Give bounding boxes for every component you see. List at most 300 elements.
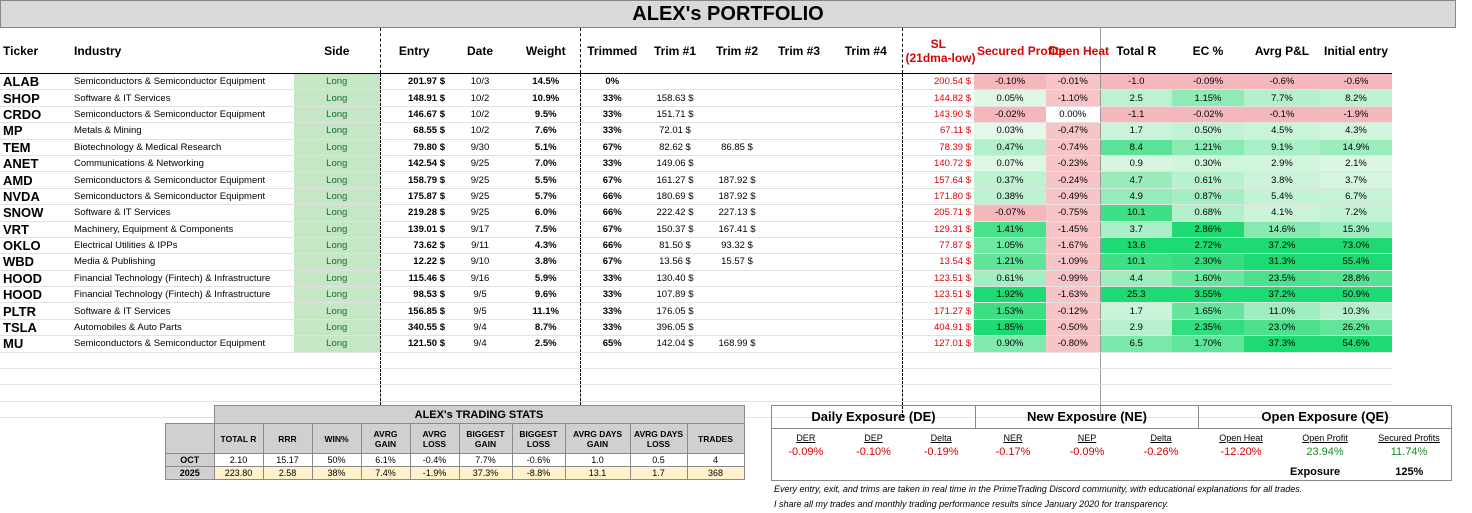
- cell-industry: Automobiles & Auto Parts: [66, 319, 294, 335]
- cell-weight: 9.5%: [512, 106, 580, 122]
- stats-cell: 7.7%: [459, 454, 512, 467]
- empty-cell: [1046, 369, 1100, 385]
- cell-side: Long: [294, 336, 380, 352]
- cell-trim2: 187.92 $: [706, 188, 768, 204]
- cell-heat: -0.75%: [1046, 205, 1100, 221]
- cell-total-r: 6.5: [1100, 336, 1172, 352]
- stats-row-label: 2025: [166, 467, 215, 480]
- cell-date: 10/2: [448, 106, 512, 122]
- cell-trim4: [830, 205, 902, 221]
- cell-trim4: [830, 139, 902, 155]
- cell-trimmed: 33%: [580, 303, 644, 319]
- empty-cell: [66, 385, 294, 401]
- table-row: [0, 106, 1472, 122]
- cell-heat: -0.49%: [1046, 188, 1100, 204]
- empty-cell: [580, 385, 644, 401]
- cell-trimmed: 67%: [580, 172, 644, 188]
- cell-initial: 14.9%: [1320, 139, 1392, 155]
- cell-initial: 15.3%: [1320, 221, 1392, 237]
- cell-initial: 50.9%: [1320, 287, 1392, 303]
- cell-date: 9/25: [448, 155, 512, 171]
- cell-avg-pl: 9.1%: [1244, 139, 1320, 155]
- cell-trim1: 158.63 $: [644, 90, 706, 106]
- exposure-value: 125%: [1395, 466, 1424, 478]
- empty-cell: [1320, 352, 1392, 368]
- stats-header: RRR: [263, 424, 312, 454]
- table-row: [0, 221, 1472, 237]
- cell-industry: Biotechnology & Medical Research: [66, 139, 294, 155]
- cell-industry: Software & IT Services: [66, 303, 294, 319]
- empty-row: [0, 352, 1472, 368]
- cell-side: Long: [294, 139, 380, 155]
- cell-secured: -0.02%: [974, 106, 1046, 122]
- exposure-value-de: -0.09%: [788, 446, 824, 458]
- note-line-1: Every entry, exit, and trims are taken in real time in the PrimeTrading Discord community, with educational explanations for all trades.: [774, 484, 1303, 494]
- empty-cell: [1172, 385, 1244, 401]
- empty-cell: [830, 385, 902, 401]
- cell-trimmed: 33%: [580, 90, 644, 106]
- cell-avg-pl: 37.2%: [1244, 287, 1320, 303]
- cell-side: Long: [294, 172, 380, 188]
- cell-trim1: 130.40 $: [644, 270, 706, 286]
- cell-trim1: 161.27 $: [644, 172, 706, 188]
- cell-sl: 67.11 $: [902, 123, 974, 139]
- col-ticker: Ticker: [0, 28, 66, 74]
- cell-ticker: CRDO: [0, 106, 66, 122]
- daily-exposure-title: Daily Exposure (DE): [772, 406, 976, 429]
- cell-weight: 11.1%: [512, 303, 580, 319]
- table-row: [0, 188, 1472, 204]
- exposure-label: Exposure: [1290, 466, 1341, 478]
- cell-side: Long: [294, 237, 380, 253]
- empty-cell: [1244, 352, 1320, 368]
- cell-secured: 1.21%: [974, 254, 1046, 270]
- cell-initial: 28.8%: [1320, 270, 1392, 286]
- cell-trim1: 151.71 $: [644, 106, 706, 122]
- cell-ec: -0.02%: [1172, 106, 1244, 122]
- cell-secured: 1.92%: [974, 287, 1046, 303]
- col-avg-pl: Avrg P&L: [1244, 28, 1320, 74]
- cell-trim4: [830, 106, 902, 122]
- cell-trim4: [830, 270, 902, 286]
- cell-secured: 0.47%: [974, 139, 1046, 155]
- empty-cell: [0, 352, 66, 368]
- empty-cell: [448, 385, 512, 401]
- cell-sl: 404.91 $: [902, 319, 974, 335]
- cell-ec: 1.70%: [1172, 336, 1244, 352]
- cell-total-r: 4.7: [1100, 172, 1172, 188]
- col-sl-label: SL: [930, 36, 946, 51]
- cell-trim2: [706, 303, 768, 319]
- cell-trimmed: 33%: [580, 287, 644, 303]
- exposure-label-de: Delta: [930, 433, 952, 443]
- exposure-label-qe: Open Heat: [1219, 433, 1263, 443]
- cell-weight: 6.0%: [512, 205, 580, 221]
- cell-entry: 12.22 $: [380, 254, 448, 270]
- cell-total-r: -1.0: [1100, 74, 1172, 90]
- cell-side: Long: [294, 188, 380, 204]
- empty-row: [0, 369, 1472, 385]
- cell-entry: 340.55 $: [380, 319, 448, 335]
- cell-sl: 157.64 $: [902, 172, 974, 188]
- cell-trim1: 149.06 $: [644, 155, 706, 171]
- table-row: [0, 303, 1472, 319]
- cell-trim2: 168.99 $: [706, 336, 768, 352]
- empty-cell: [512, 369, 580, 385]
- cell-trim3: [768, 237, 830, 253]
- cell-entry: 98.53 $: [380, 287, 448, 303]
- cell-total-r: 0.9: [1100, 155, 1172, 171]
- empty-cell: [1100, 352, 1172, 368]
- col-trimmed: Trimmed: [580, 28, 644, 74]
- exposure-label-de: DER: [796, 433, 816, 443]
- cell-entry: 79.80 $: [380, 139, 448, 155]
- stats-header: BIGGEST GAIN: [459, 424, 512, 454]
- cell-trim3: [768, 319, 830, 335]
- cell-avg-pl: 5.4%: [1244, 188, 1320, 204]
- cell-ticker: NVDA: [0, 188, 66, 204]
- cell-ec: 2.30%: [1172, 254, 1244, 270]
- empty-cell: [580, 369, 644, 385]
- cell-trimmed: 65%: [580, 336, 644, 352]
- table-row: [0, 155, 1472, 171]
- cell-secured: 1.41%: [974, 221, 1046, 237]
- cell-weight: 10.9%: [512, 90, 580, 106]
- cell-entry: 156.85 $: [380, 303, 448, 319]
- cell-trim4: [830, 254, 902, 270]
- stats-cell: -1.9%: [410, 467, 459, 480]
- empty-cell: [1320, 385, 1392, 401]
- positions-header-row: [0, 28, 1472, 74]
- cell-trim3: [768, 287, 830, 303]
- stats-cell: 1.0: [565, 454, 630, 467]
- cell-trim4: [830, 74, 902, 90]
- table-row: [0, 123, 1472, 139]
- cell-trimmed: 33%: [580, 319, 644, 335]
- cell-weight: 9.6%: [512, 287, 580, 303]
- cell-trim2: 167.41 $: [706, 221, 768, 237]
- empty-cell: [512, 385, 580, 401]
- table-row: [0, 254, 1472, 270]
- cell-ec: 3.55%: [1172, 287, 1244, 303]
- empty-cell: [706, 385, 768, 401]
- cell-trimmed: 67%: [580, 221, 644, 237]
- cell-trim3: [768, 155, 830, 171]
- cell-sl: 171.27 $: [902, 303, 974, 319]
- stats-header: AVRG GAIN: [361, 424, 410, 454]
- cell-secured: -0.10%: [974, 74, 1046, 90]
- cell-weight: 7.5%: [512, 221, 580, 237]
- cell-initial: 4.3%: [1320, 123, 1392, 139]
- open-exposure-title: Open Exposure (QE): [1199, 406, 1451, 429]
- cell-initial: 2.1%: [1320, 155, 1392, 171]
- cell-side: Long: [294, 254, 380, 270]
- cell-trim3: [768, 336, 830, 352]
- cell-trimmed: 0%: [580, 74, 644, 90]
- cell-entry: 68.55 $: [380, 123, 448, 139]
- empty-cell: [644, 369, 706, 385]
- cell-trim3: [768, 106, 830, 122]
- col-industry: Industry: [66, 28, 294, 74]
- exposure-label-ne: Delta: [1150, 433, 1172, 443]
- cell-heat: 0.00%: [1046, 106, 1100, 122]
- stats-cell: 37.3%: [459, 467, 512, 480]
- cell-trim2: [706, 106, 768, 122]
- cell-avg-pl: -0.1%: [1244, 106, 1320, 122]
- table-row: [0, 237, 1472, 253]
- exposure-value-ne: -0.26%: [1143, 446, 1179, 458]
- stats-header: AVRG DAYS GAIN: [565, 424, 630, 454]
- stats-cell: 15.17: [263, 454, 312, 467]
- cell-total-r: 25.3: [1100, 287, 1172, 303]
- cell-industry: Semiconductors & Semiconductor Equipment: [66, 106, 294, 122]
- col-initial: Initial entry: [1320, 28, 1392, 74]
- empty-cell: [448, 352, 512, 368]
- cell-trim3: [768, 188, 830, 204]
- cell-date: 9/5: [448, 287, 512, 303]
- cell-secured: 0.38%: [974, 188, 1046, 204]
- empty-cell: [902, 352, 974, 368]
- cell-entry: 115.46 $: [380, 270, 448, 286]
- empty-cell: [768, 385, 830, 401]
- empty-cell: [1046, 385, 1100, 401]
- empty-cell: [902, 385, 974, 401]
- cell-industry: Communications & Networking: [66, 155, 294, 171]
- stats-cell: 13.1: [565, 467, 630, 480]
- cell-ec: 2.35%: [1172, 319, 1244, 335]
- cell-ticker: AMD: [0, 172, 66, 188]
- cell-ticker: HOOD: [0, 270, 66, 286]
- cell-sl: 143.90 $: [902, 106, 974, 122]
- cell-trim1: 222.42 $: [644, 205, 706, 221]
- col-sl-sub: (21dma-low): [905, 50, 976, 65]
- cell-secured: 0.05%: [974, 90, 1046, 106]
- cell-trim3: [768, 270, 830, 286]
- cell-secured: 0.61%: [974, 270, 1046, 286]
- col-trim4: Trim #4: [830, 28, 902, 74]
- empty-cell: [1100, 369, 1172, 385]
- cell-trim3: [768, 172, 830, 188]
- stats-cell: 4: [687, 454, 744, 467]
- cell-avg-pl: 31.3%: [1244, 254, 1320, 270]
- cell-side: Long: [294, 303, 380, 319]
- cell-ec: 1.60%: [1172, 270, 1244, 286]
- cell-date: 9/4: [448, 319, 512, 335]
- stats-cell: -8.8%: [512, 467, 565, 480]
- exposure-value-de: -0.10%: [856, 446, 891, 458]
- cell-sl: 200.54 $: [902, 74, 974, 90]
- exposure-label-ne: NEP: [1077, 433, 1097, 443]
- cell-heat: -0.50%: [1046, 319, 1100, 335]
- cell-heat: -0.01%: [1046, 74, 1100, 90]
- cell-weight: 5.9%: [512, 270, 580, 286]
- cell-date: 9/16: [448, 270, 512, 286]
- cell-weight: 7.0%: [512, 155, 580, 171]
- cell-avg-pl: 7.7%: [1244, 90, 1320, 106]
- cell-side: Long: [294, 270, 380, 286]
- cell-ec: -0.09%: [1172, 74, 1244, 90]
- cell-trim1: 13.56 $: [644, 254, 706, 270]
- stats-header: TRADES: [687, 424, 744, 454]
- cell-trim2: [706, 74, 768, 90]
- empty-cell: [294, 385, 380, 401]
- cell-trim4: [830, 287, 902, 303]
- cell-total-r: 1.7: [1100, 123, 1172, 139]
- cell-date: 10/2: [448, 123, 512, 139]
- cell-trim3: [768, 254, 830, 270]
- positions-table: [0, 28, 1472, 418]
- cell-secured: 1.53%: [974, 303, 1046, 319]
- cell-trim3: [768, 221, 830, 237]
- cell-date: 9/4: [448, 336, 512, 352]
- cell-trim2: 86.85 $: [706, 139, 768, 155]
- cell-secured: 0.37%: [974, 172, 1046, 188]
- cell-trim1: 81.50 $: [644, 237, 706, 253]
- empty-cell: [1046, 352, 1100, 368]
- empty-cell: [66, 369, 294, 385]
- cell-weight: 5.1%: [512, 139, 580, 155]
- cell-trimmed: 33%: [580, 155, 644, 171]
- cell-industry: Financial Technology (Fintech) & Infrastructure: [66, 287, 294, 303]
- stats-cell: -0.4%: [410, 454, 459, 467]
- cell-weight: 14.5%: [512, 74, 580, 90]
- cell-trim2: 15.57 $: [706, 254, 768, 270]
- cell-entry: 139.01 $: [380, 221, 448, 237]
- empty-cell: [706, 369, 768, 385]
- cell-ticker: OKLO: [0, 237, 66, 253]
- cell-trim3: [768, 205, 830, 221]
- cell-side: Long: [294, 221, 380, 237]
- cell-ec: 1.65%: [1172, 303, 1244, 319]
- cell-trim2: [706, 287, 768, 303]
- cell-trim1: 150.37 $: [644, 221, 706, 237]
- cell-initial: 10.3%: [1320, 303, 1392, 319]
- cell-industry: Semiconductors & Semiconductor Equipment: [66, 188, 294, 204]
- cell-total-r: 8.4: [1100, 139, 1172, 155]
- exposure-label-qe: Secured Profits: [1378, 433, 1440, 443]
- cell-trim4: [830, 319, 902, 335]
- cell-avg-pl: 14.6%: [1244, 221, 1320, 237]
- cell-trim1: 396.05 $: [644, 319, 706, 335]
- col-entry: Entry: [380, 28, 448, 74]
- cell-total-r: 3.7: [1100, 221, 1172, 237]
- empty-cell: [830, 352, 902, 368]
- empty-cell: [644, 352, 706, 368]
- cell-entry: 201.97 $: [380, 74, 448, 90]
- stats-title: ALEX's TRADING STATS: [214, 406, 744, 424]
- cell-trim1: 180.69 $: [644, 188, 706, 204]
- cell-trim4: [830, 221, 902, 237]
- exposure-value-de: -0.19%: [923, 446, 959, 458]
- cell-sl: 123.51 $: [902, 270, 974, 286]
- cell-industry: Semiconductors & Semiconductor Equipment: [66, 336, 294, 352]
- cell-sl: 13.54 $: [902, 254, 974, 270]
- stats-header: AVRG LOSS: [410, 424, 459, 454]
- cell-initial: 55.4%: [1320, 254, 1392, 270]
- stats-cell: 368: [687, 467, 744, 480]
- exposure-value-ne: -0.17%: [995, 446, 1031, 458]
- cell-ec: 1.15%: [1172, 90, 1244, 106]
- cell-avg-pl: 4.1%: [1244, 205, 1320, 221]
- cell-sl: 144.82 $: [902, 90, 974, 106]
- cell-total-r: 2.9: [1100, 319, 1172, 335]
- empty-cell: [1172, 369, 1244, 385]
- col-date: Date: [448, 28, 512, 74]
- empty-cell: [644, 385, 706, 401]
- cell-sl: 127.01 $: [902, 336, 974, 352]
- cell-initial: 26.2%: [1320, 319, 1392, 335]
- cell-total-r: 1.7: [1100, 303, 1172, 319]
- cell-avg-pl: 23.0%: [1244, 319, 1320, 335]
- cell-trim1: [644, 74, 706, 90]
- empty-cell: [0, 385, 66, 401]
- cell-ec: 2.86%: [1172, 221, 1244, 237]
- cell-ec: 0.50%: [1172, 123, 1244, 139]
- cell-total-r: 4.4: [1100, 270, 1172, 286]
- cell-heat: -0.47%: [1046, 123, 1100, 139]
- cell-initial: 7.2%: [1320, 205, 1392, 221]
- cell-avg-pl: 2.9%: [1244, 155, 1320, 171]
- empty-cell: [902, 369, 974, 385]
- stats-header: WIN%: [312, 424, 361, 454]
- empty-cell: [294, 369, 380, 385]
- cell-heat: -0.23%: [1046, 155, 1100, 171]
- empty-cell: [1100, 385, 1172, 401]
- stats-cell: 7.4%: [361, 467, 410, 480]
- cell-trim4: [830, 188, 902, 204]
- table-row: [0, 90, 1472, 106]
- empty-cell: [0, 369, 66, 385]
- cell-sl: 78.39 $: [902, 139, 974, 155]
- cell-initial: 73.0%: [1320, 237, 1392, 253]
- cell-trim2: [706, 155, 768, 171]
- cell-side: Long: [294, 287, 380, 303]
- stats-header: TOTAL R: [214, 424, 263, 454]
- exposure-summary: [1290, 466, 1423, 478]
- stats-corner: [166, 424, 215, 454]
- empty-cell: [66, 352, 294, 368]
- cell-side: Long: [294, 205, 380, 221]
- cell-trim1: 176.05 $: [644, 303, 706, 319]
- cell-side: Long: [294, 106, 380, 122]
- cell-sl: 140.72 $: [902, 155, 974, 171]
- cell-ticker: PLTR: [0, 303, 66, 319]
- cell-entry: 158.79 $: [380, 172, 448, 188]
- stats-cell: 38%: [312, 467, 361, 480]
- exposure-value-qe: 11.74%: [1390, 446, 1428, 458]
- cell-side: Long: [294, 123, 380, 139]
- stats-row-label: OCT: [166, 454, 215, 467]
- cell-ticker: VRT: [0, 221, 66, 237]
- col-total-r: Total R: [1100, 28, 1172, 74]
- cell-side: Long: [294, 319, 380, 335]
- cell-entry: 148.91 $: [380, 90, 448, 106]
- cell-ticker: SHOP: [0, 90, 66, 106]
- empty-cell: [380, 352, 448, 368]
- empty-cell: [974, 369, 1046, 385]
- cell-ticker: HOOD: [0, 287, 66, 303]
- cell-initial: 3.7%: [1320, 172, 1392, 188]
- cell-initial: -1.9%: [1320, 106, 1392, 122]
- cell-heat: -0.12%: [1046, 303, 1100, 319]
- table-row: [0, 270, 1472, 286]
- cell-heat: -1.67%: [1046, 237, 1100, 253]
- cell-trim1: 72.01 $: [644, 123, 706, 139]
- cell-total-r: 10.1: [1100, 205, 1172, 221]
- cell-trimmed: 67%: [580, 139, 644, 155]
- cell-weight: 8.7%: [512, 319, 580, 335]
- col-heat: Open Heat: [1046, 28, 1100, 74]
